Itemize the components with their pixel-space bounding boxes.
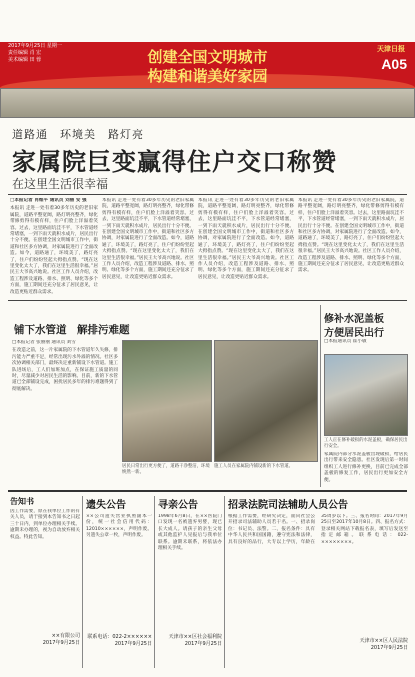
notice-2 (86, 496, 152, 668)
photo-cement-cover-repair (324, 354, 408, 436)
column-divider (82, 496, 83, 668)
sub-story-1-body: 在改造之前，这一片家属院的下水管道年久失修，排污能力严重不足，经常出现污水外溢的情况。社区多次协调相关部门，最终决定重新铺设下水管道。施工队进场后，工人们加班加点，在保证施工质量的同时，尽量减少对居民生活的影响。目前，新的下水管道已全部铺设完成，困扰居民多年的排污难题得到了彻底解决。 (12, 348, 118, 392)
photo-caption-left: 居民日常出行更方便了，道路干净整洁，环境焕然一新。 (122, 464, 210, 475)
notice-1 (10, 496, 80, 668)
column-divider (224, 496, 225, 668)
page-number: A05 (381, 56, 407, 72)
sub-story-2-title-1: 修补水泥盖板 (324, 314, 384, 325)
sub-story-2-body: 家属院内部分水泥盖板出现破损，给居民出行带来安全隐患。社区发现后第一时间组织工人进行修补更换，目前已完成全部盖板的修复工作，居民出行更加安全方便。 (324, 452, 408, 483)
main-body: 本报讯 走进一处有着30多年历史的老旧家属院，道路平整宽阔，路灯明亮整齐，绿化带修剪得有模有样，住户们脸上洋溢着笑容。过去，这里路面坑洼不平，下水管道经常堵塞，一到下雨天就积水成片，居民出行十分不便。在创建全国文明城市工作中，街道和社区多方协调，对家属院进行了全面改造。如今，道路通了，环境美了，路灯亮了，住户们纷纷竖起大拇指点赞。“现在这里变化太大了，我们在这里生活很幸福。”居民王大爷高兴地说。社区工作人员介绍，改造工程涉及道路、排水、照明、绿化等多个方面，施工期间还充分征求了居民意见，让改造更贴近群众需求。 (10, 206, 98, 295)
photo-pipe-construction (214, 340, 318, 462)
column-divider (320, 305, 321, 487)
notice-2-body: ××公司遗失营业执照副本一份，统一社会信用代码：12010××××××，声明作废。另遗失公章一枚，声明作废。 (86, 514, 152, 539)
main-headline: 家属院巨变赢得住户交口称赞 (12, 148, 337, 176)
main-subhead: 在这里生活很幸福 (12, 177, 109, 191)
banner-title-1: 创建全国文明城市 (147, 48, 268, 66)
main-story-col-3: 本报讯 走进一处有着30多年历史的老旧家属院，道路平整宽阔，路灯明亮整齐，绿化带修剪得有模有样，住户们脸上洋溢着笑容。过去，这里路面坑洼不平，下水管道经常堵塞，一到下雨天就积水成片，居民出行十分不便。在创建全国文明城市工作中，街道和社区多方协调，对家属院进行了全面改造。如今，道路通了，环境美了，路灯亮了，住户们纷纷竖起大拇指点赞。“现在这里变化太大了，我们在这里生活很幸福。”居民王大爷高兴地说。社区工作人员介绍，改造工程涉及道路、排水、照明、绿化等多个方面，施工期间还充分征求了居民意见，让改造更贴近群众需求。 (198, 198, 294, 280)
notice-4-title: 招录法院司法辅助人员公告 (228, 500, 348, 511)
divider (8, 490, 407, 492)
main-story-col-1 (10, 198, 98, 296)
notice-4-date: 2017年9月25日 (370, 645, 408, 651)
main-story-col-4: 本报讯 走进一处有着30多年历史的老旧家属院，道路平整宽阔，路灯明亮整齐，绿化带修剪得有模有样，住户们脸上洋溢着笑容。过去，这里路面坑洼不平，下水管道经常堵塞，一到下雨天就积水成片，居民出行十分不便。在创建全国文明城市工作中，街道和社区多方协调，对家属院进行了全面改造。如今，道路通了，环境美了，路灯亮了，住户们纷纷竖起大拇指点赞。“现在这里变化太大了，我们在这里生活很幸福。”居民王大爷高兴地说。社区工作人员介绍，改造工程涉及道路、排水、照明、绿化等多个方面，施工期间还充分征求了居民意见，让改造更贴近群众需求。 (298, 198, 404, 274)
date-line: 2017年9月25日 星期一 (8, 43, 62, 49)
notice-1-title: 告知书 (10, 497, 34, 506)
sub-story-2-title-2: 方便居民出行 (324, 328, 384, 339)
column-divider (154, 496, 155, 668)
notice-4-body: 根据工作需要，经研究决定，面向社会公开招录司法辅助人员若干名。一、招录岗位：书记员、法警。二、报名条件：具有中华人民共和国国籍，遵守宪法和法律，具有良好的品行，大专以上学历，年龄在35周岁以下。三、报名时间：2017年9月25日至2017年10月8日。四、报名方式：登录相关网站下载报名表，填写后发送至指定邮箱。联系电话：022-××××××××。 (228, 514, 408, 545)
notice-2-title: 遗失公告 (86, 500, 126, 511)
divider (8, 194, 407, 195)
sub-story-1-byline: □本报记者 张丽丽 通讯员 刘雪 (12, 340, 76, 345)
notice-3-body: 1998年6月8日，在××医院门口发现一名被遗弃男婴，现已长大成人。请孩子的亲生父母或其他监护人见报后与我单位联系。逾期未联系，将依法办理相关手续。 (158, 514, 222, 552)
editor-line-1: 责任编辑 肖 宏 (8, 50, 42, 56)
sub-story-1-title: 铺下水管道 解排污难题 (14, 324, 130, 336)
sub-story-1-text (12, 340, 118, 484)
main-story-col-2: 本报讯 走进一处有着30多年历史的老旧家属院，道路平整宽阔，路灯明亮整齐，绿化带修剪得有模有样，住户们脸上洋溢着笑容。过去，这里路面坑洼不平，下水管道经常堵塞，一到下雨天就积水成片，居民出行十分不便。在创建全国文明城市工作中，街道和社区多方协调，对家属院进行了全面改造。如今，道路通了，环境美了，路灯亮了，住户们纷纷竖起大拇指点赞。“现在这里变化太大了，我们在这里生活很幸福。”居民王大爷高兴地说。社区工作人员介绍，改造工程涉及道路、排水、照明、绿化等多个方面，施工期间还充分征求了居民意见，让改造更贴近群众需求。 (102, 198, 194, 280)
notice-4-signature: 天津市××区人民法院 (359, 638, 408, 644)
notice-2-date: 2017年9月25日 (114, 641, 152, 647)
notice-3-signature: 天津市××区社会福利院 (168, 634, 222, 640)
banner-title-2: 构建和谐美好家园 (147, 67, 268, 85)
divider (8, 300, 407, 301)
notice-1-date: 2017年9月25日 (42, 640, 80, 646)
page-banner (0, 42, 415, 88)
editor-line-2: 美术编辑 田 蓉 (8, 57, 42, 63)
sub-story-2-caption: 工人正在修补破损的水泥盖板，确保居民出行安全。 (324, 438, 408, 449)
header-photo-strip (0, 88, 415, 118)
notice-1-body: 因工作需要，原在我单位工作的有关人员，请于接到本告知书之日起三十日内，到单位办理相关手续。逾期未办理的，视为自动放弃相关权益。特此告知。 (10, 509, 80, 540)
notice-3-title: 寻亲公告 (158, 500, 198, 511)
sub-story-2-byline: □本报通讯员 霍小敏 (324, 339, 367, 344)
photo-caption-right: 施工人员在家属院内铺设新的下水管道。 (214, 464, 294, 469)
main-kicker: 道路通 环境美 路灯亮 (12, 128, 144, 141)
notice-1-signature: ××有限公司 (51, 633, 80, 639)
notice-3-date: 2017年9月25日 (184, 641, 222, 647)
newspaper-brand: 天津日报 (377, 45, 405, 53)
notice-4 (228, 496, 408, 668)
notice-2-signature: 联系电话：022-2×××××× (87, 634, 152, 640)
notice-3 (158, 496, 222, 668)
main-byline: □本报记者 肖维平 通讯员 刘丽 安 强 (10, 198, 87, 203)
photo-residential-road (122, 340, 212, 462)
